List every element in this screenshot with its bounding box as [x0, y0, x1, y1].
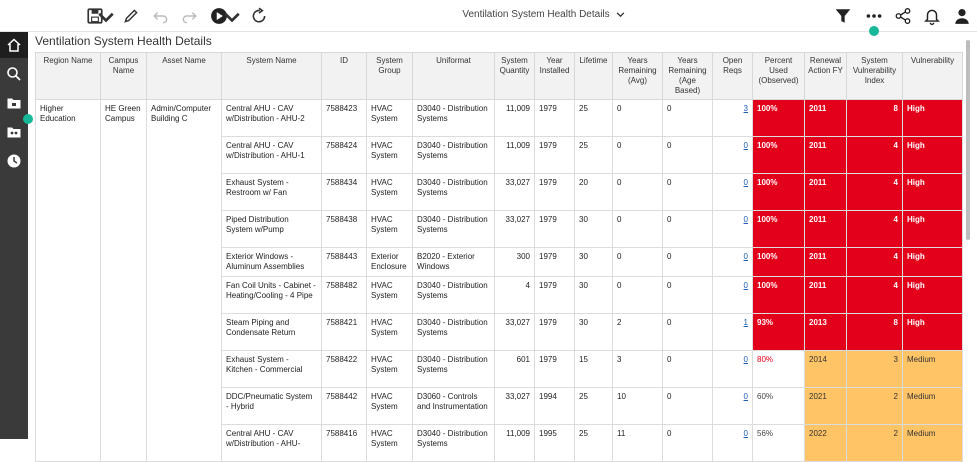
uniformat-cell: D3040 - Distribution Systems — [413, 351, 495, 388]
report-title-bar — [0, 9, 977, 20]
top-toolbar — [0, 0, 977, 32]
data-table-container — [35, 52, 962, 448]
years-remaining-avg-cell: 0 — [613, 211, 663, 248]
percent-used-cell: 100% — [753, 174, 805, 211]
renewal-fy-cell: 2011 — [805, 100, 847, 137]
lifetime-cell: 30 — [575, 248, 613, 277]
system-name-cell: Piped Distribution System w/Pump — [222, 211, 322, 248]
table-body — [36, 100, 963, 462]
lifetime-cell: 25 — [575, 100, 613, 137]
uniformat-cell: D3040 - Distribution Systems — [413, 137, 495, 174]
years-remaining-age-cell: 0 — [663, 248, 713, 277]
open-reqs-link[interactable]: 0 — [713, 388, 753, 425]
year-installed-cell: 1979 — [535, 211, 575, 248]
years-remaining-age-cell: 0 — [663, 100, 713, 137]
column-header[interactable]: Renewal Action FY — [805, 53, 847, 100]
column-header[interactable]: Vulnerability — [903, 53, 963, 100]
lifetime-cell: 20 — [575, 174, 613, 211]
id-cell: 7588482 — [322, 277, 367, 314]
system-quantity-cell: 11,009 — [495, 100, 535, 137]
campus-name-cell: HE Green Campus — [101, 100, 147, 462]
open-reqs-link[interactable]: 0 — [713, 351, 753, 388]
vulnerability-cell: High — [903, 137, 963, 174]
system-group-cell: HVAC System — [367, 314, 413, 351]
renewal-fy-cell: 2011 — [805, 137, 847, 174]
system-quantity-cell: 601 — [495, 351, 535, 388]
system-group-cell: HVAC System — [367, 425, 413, 462]
system-quantity-cell: 4 — [495, 277, 535, 314]
undo-icon[interactable] — [152, 7, 170, 25]
years-remaining-age-cell: 0 — [663, 351, 713, 388]
uniformat-cell: B2020 - Exterior Windows — [413, 248, 495, 277]
years-remaining-age-cell: 0 — [663, 277, 713, 314]
open-reqs-link[interactable]: 0 — [713, 248, 753, 277]
system-group-cell: HVAC System — [367, 388, 413, 425]
renewal-fy-cell: 2013 — [805, 314, 847, 351]
lifetime-cell: 15 — [575, 351, 613, 388]
system-group-cell: HVAC System — [367, 100, 413, 137]
vulnerability-index-cell: 8 — [847, 314, 903, 351]
years-remaining-age-cell: 0 — [663, 137, 713, 174]
renewal-fy-cell: 2011 — [805, 211, 847, 248]
year-installed-cell: 1979 — [535, 351, 575, 388]
percent-used-cell: 100% — [753, 211, 805, 248]
refresh-icon[interactable] — [250, 7, 268, 25]
system-name-cell: Central AHU - CAV w/Distribution - AHU- — [222, 425, 322, 462]
years-remaining-avg-cell: 0 — [613, 277, 663, 314]
years-remaining-avg-cell: 0 — [613, 248, 663, 277]
year-installed-cell: 1979 — [535, 137, 575, 174]
vulnerability-index-cell: 8 — [847, 100, 903, 137]
focus-indicator — [869, 26, 879, 36]
percent-used-cell: 60% — [753, 388, 805, 425]
column-header[interactable]: ID — [322, 53, 367, 100]
column-header[interactable]: Campus Name — [101, 53, 147, 100]
system-quantity-cell: 33,027 — [495, 314, 535, 351]
year-installed-cell: 1979 — [535, 277, 575, 314]
renewal-fy-cell: 2011 — [805, 174, 847, 211]
vulnerability-cell: High — [903, 277, 963, 314]
vulnerability-index-cell: 2 — [847, 388, 903, 425]
uniformat-cell: D3040 - Distribution Systems — [413, 100, 495, 137]
system-quantity-cell: 33,027 — [495, 388, 535, 425]
id-cell: 7588434 — [322, 174, 367, 211]
vulnerability-index-cell: 2 — [847, 425, 903, 462]
years-remaining-avg-cell: 2 — [613, 314, 663, 351]
report-title-dropdown[interactable] — [462, 9, 624, 20]
open-reqs-link[interactable]: 1 — [713, 314, 753, 351]
report-title: Ventilation System Health Details — [462, 9, 610, 20]
column-header[interactable]: Lifetime — [575, 53, 613, 100]
system-quantity-cell: 11,009 — [495, 137, 535, 174]
left-sidebar — [0, 32, 28, 439]
renewal-fy-cell: 2014 — [805, 351, 847, 388]
percent-used-cell: 100% — [753, 277, 805, 314]
column-header[interactable]: System Group — [367, 53, 413, 100]
id-cell: 7588416 — [322, 425, 367, 462]
column-header[interactable]: Uniformat — [413, 53, 495, 100]
lifetime-cell: 25 — [575, 425, 613, 462]
vulnerability-cell: Medium — [903, 388, 963, 425]
bell-icon[interactable] — [923, 7, 941, 25]
chevron-down-icon — [616, 10, 625, 19]
vulnerability-cell: High — [903, 174, 963, 211]
open-reqs-link[interactable]: 3 — [713, 100, 753, 137]
system-name-cell: Central AHU - CAV w/Distribution - AHU-1 — [222, 137, 322, 174]
folder-icon[interactable] — [5, 94, 23, 112]
system-group-cell: HVAC System — [367, 137, 413, 174]
year-installed-cell: 1995 — [535, 425, 575, 462]
pencil-icon[interactable] — [122, 7, 140, 25]
share-icon[interactable] — [894, 7, 912, 25]
id-cell: 7588422 — [322, 351, 367, 388]
year-installed-cell: 1979 — [535, 314, 575, 351]
years-remaining-age-cell: 0 — [663, 314, 713, 351]
open-reqs-link[interactable]: 0 — [713, 425, 753, 462]
percent-used-cell: 93% — [753, 314, 805, 351]
renewal-fy-cell: 2022 — [805, 425, 847, 462]
year-installed-cell: 1994 — [535, 388, 575, 425]
vulnerability-cell: Medium — [903, 425, 963, 462]
system-name-cell: Exterior Windows - Aluminum Assemblies — [222, 248, 322, 277]
filter-icon[interactable] — [834, 7, 852, 25]
years-remaining-age-cell: 0 — [663, 388, 713, 425]
open-reqs-link[interactable]: 0 — [713, 277, 753, 314]
page-title: Ventilation System Health Details — [35, 34, 212, 48]
vulnerability-index-cell: 3 — [847, 351, 903, 388]
years-remaining-avg-cell: 11 — [613, 425, 663, 462]
year-installed-cell: 1979 — [535, 100, 575, 137]
renewal-fy-cell: 2011 — [805, 248, 847, 277]
vulnerability-index-cell: 4 — [847, 137, 903, 174]
renewal-fy-cell: 2021 — [805, 388, 847, 425]
system-name-cell: Fan Coil Units - Cabinet - Heating/Cooling - 4 Pipe — [222, 277, 322, 314]
uniformat-cell: D3040 - Distribution Systems — [413, 425, 495, 462]
vulnerability-cell: Medium — [903, 351, 963, 388]
years-remaining-avg-cell: 3 — [613, 351, 663, 388]
system-quantity-cell: 33,027 — [495, 211, 535, 248]
system-group-cell: HVAC System — [367, 277, 413, 314]
years-remaining-avg-cell: 0 — [613, 174, 663, 211]
system-group-cell: HVAC System — [367, 174, 413, 211]
team-folder-icon[interactable] — [5, 123, 23, 141]
column-header[interactable]: Percent Used (Observed) — [753, 53, 805, 100]
uniformat-cell: D3040 - Distribution Systems — [413, 211, 495, 248]
open-reqs-link[interactable]: 0 — [713, 211, 753, 248]
open-reqs-link[interactable]: 0 — [713, 137, 753, 174]
column-header[interactable]: Year Installed — [535, 53, 575, 100]
uniformat-cell: D3040 - Distribution Systems — [413, 277, 495, 314]
lifetime-cell: 30 — [575, 314, 613, 351]
chevron-down-icon[interactable] — [102, 7, 110, 25]
vertical-scrollbar[interactable] — [966, 40, 970, 240]
percent-used-cell: 56% — [753, 425, 805, 462]
id-cell: 7588424 — [322, 137, 367, 174]
column-header[interactable]: System Vulnerability Index — [847, 53, 903, 100]
renewal-fy-cell: 2011 — [805, 277, 847, 314]
vulnerability-index-cell: 4 — [847, 211, 903, 248]
years-remaining-avg-cell: 10 — [613, 388, 663, 425]
system-quantity-cell: 11,009 — [495, 425, 535, 462]
column-header[interactable]: Open Reqs — [713, 53, 753, 100]
asset-name-cell: Admin/Computer Building C — [147, 100, 222, 462]
search-icon[interactable] — [5, 65, 23, 83]
home-icon[interactable] — [0, 32, 28, 58]
percent-used-cell: 100% — [753, 248, 805, 277]
column-header[interactable]: System Quantity — [495, 53, 535, 100]
system-name-cell: Steam Piping and Condensate Return — [222, 314, 322, 351]
system-name-cell: Exhaust System - Restroom w/ Fan — [222, 174, 322, 211]
chevron-down-icon[interactable] — [228, 7, 236, 25]
percent-used-cell: 80% — [753, 351, 805, 388]
column-header[interactable]: Region Name — [36, 53, 101, 100]
system-group-cell: Exterior Enclosure — [367, 248, 413, 277]
system-name-cell: Central AHU - CAV w/Distribution - AHU-2 — [222, 100, 322, 137]
vulnerability-index-cell: 4 — [847, 174, 903, 211]
user-icon[interactable] — [953, 7, 971, 25]
lifetime-cell: 30 — [575, 277, 613, 314]
id-cell: 7588442 — [322, 388, 367, 425]
focus-indicator — [23, 114, 33, 124]
system-health-table — [35, 52, 963, 462]
uniformat-cell: D3040 - Distribution Systems — [413, 174, 495, 211]
system-quantity-cell: 33,027 — [495, 174, 535, 211]
uniformat-cell: D3060 - Controls and Instrumentation — [413, 388, 495, 425]
percent-used-cell: 100% — [753, 100, 805, 137]
percent-used-cell: 100% — [753, 137, 805, 174]
lifetime-cell: 25 — [575, 137, 613, 174]
vulnerability-index-cell: 4 — [847, 277, 903, 314]
vulnerability-index-cell: 4 — [847, 248, 903, 277]
table-row[interactable] — [36, 100, 963, 137]
year-installed-cell: 1979 — [535, 174, 575, 211]
id-cell: 7588438 — [322, 211, 367, 248]
more-icon[interactable] — [865, 7, 883, 25]
years-remaining-age-cell: 0 — [663, 425, 713, 462]
system-quantity-cell: 300 — [495, 248, 535, 277]
column-header[interactable]: System Name — [222, 53, 322, 100]
lifetime-cell: 30 — [575, 211, 613, 248]
id-cell: 7588423 — [322, 100, 367, 137]
system-group-cell: HVAC System — [367, 351, 413, 388]
uniformat-cell: D3040 - Distribution Systems — [413, 314, 495, 351]
lifetime-cell: 25 — [575, 388, 613, 425]
recent-icon[interactable] — [5, 152, 23, 170]
column-header[interactable]: Years Remaining (Age Based) — [663, 53, 713, 100]
system-group-cell: HVAC System — [367, 211, 413, 248]
column-header[interactable]: Years Remaining (Avg) — [613, 53, 663, 100]
years-remaining-avg-cell: 0 — [613, 137, 663, 174]
years-remaining-avg-cell: 0 — [613, 100, 663, 137]
region-name-cell: Higher Education — [36, 100, 101, 462]
vulnerability-cell: High — [903, 211, 963, 248]
years-remaining-age-cell: 0 — [663, 211, 713, 248]
years-remaining-age-cell: 0 — [663, 174, 713, 211]
id-cell: 7588443 — [322, 248, 367, 277]
column-header[interactable]: Asset Name — [147, 53, 222, 100]
vulnerability-cell: High — [903, 314, 963, 351]
year-installed-cell: 1979 — [535, 248, 575, 277]
vulnerability-cell: High — [903, 248, 963, 277]
id-cell: 7588421 — [322, 314, 367, 351]
redo-icon[interactable] — [180, 7, 198, 25]
open-reqs-link[interactable]: 0 — [713, 174, 753, 211]
table-header-row — [36, 53, 963, 100]
system-name-cell: Exhaust System - Kitchen - Commercial — [222, 351, 322, 388]
system-name-cell: DDC/Pneumatic System - Hybrid — [222, 388, 322, 425]
vulnerability-cell: High — [903, 100, 963, 137]
